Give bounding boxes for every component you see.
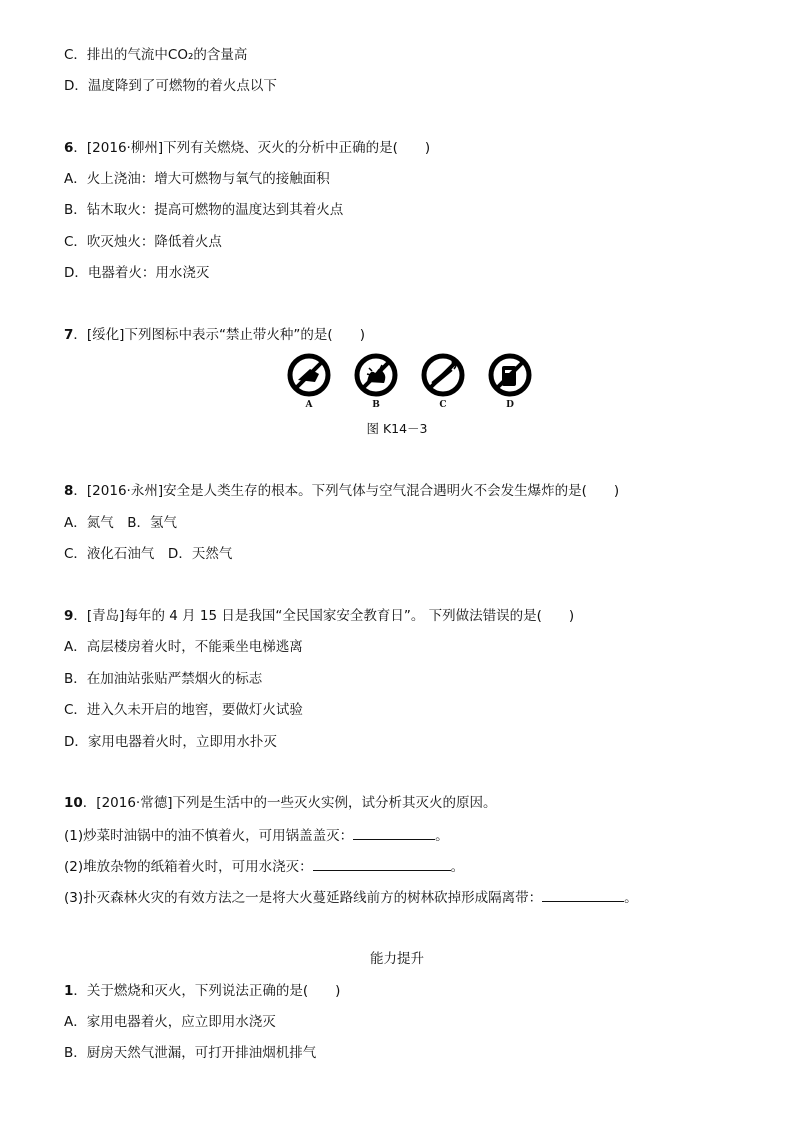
q6-option-d: D．电器着火：用水浇灭	[64, 265, 210, 281]
sign-label-c: C	[439, 400, 447, 410]
answer-blank-3[interactable]	[542, 888, 624, 902]
prompt-text: (3)扑灭森林火灾的有效方法之一是将大火蔓延路线前方的树林砍掉形成隔离带：	[64, 890, 543, 906]
question-10	[64, 794, 496, 812]
q9-option-a: A．高层楼房着火时，不能乘坐电梯逃离	[64, 639, 303, 655]
prompt-text: (2)堆放杂物的纸箱着火时，可用水浇灭：	[64, 859, 313, 875]
question-number: 10	[64, 795, 83, 811]
question-8	[64, 482, 619, 500]
q8-options-ab: A．氮气 B．氢气	[64, 515, 177, 531]
question-text: ．[青岛]每年的 4 月 15 日是我国“全民国家安全教育日”。 下列做法错误的是( )	[73, 608, 575, 624]
figure-safety-signs	[286, 352, 536, 414]
sign-label-d: D	[506, 400, 514, 410]
option-d-prev: D．温度降到了可燃物的着火点以下	[64, 78, 277, 94]
q6-option-b: B．钻木取火：提高可燃物的温度达到其着火点	[64, 202, 344, 218]
q6-option-c: C．吹灭烛火：降低着火点	[64, 234, 222, 250]
end-mark: 。	[450, 859, 465, 875]
no-smoking-icon	[420, 352, 466, 410]
question-number: 8	[64, 483, 74, 499]
question-text: ．[2016·柳州]下列有关燃烧、灭火的分析中正确的是( )	[73, 140, 431, 156]
no-open-flame-icon	[487, 352, 533, 410]
figure-caption: 图 K14－3	[366, 421, 428, 436]
question-6	[64, 139, 430, 157]
q9-option-c: C．进入久未开启的地窖，要做灯火试验	[64, 702, 303, 718]
q10-part-1	[64, 826, 449, 845]
p1-option-a: A．家用电器着火，应立即用水浇灭	[64, 1014, 276, 1030]
q6-option-a: A．火上浇油：增大可燃物与氧气的接触面积	[64, 171, 330, 187]
p1-option-b: B．厨房天然气泄漏，可打开排油烟机排气	[64, 1045, 317, 1061]
no-fire-source-icon	[286, 352, 332, 410]
question-9	[64, 607, 574, 625]
question-text: ．[绥化]下列图标中表示“禁止带火种”的是( )	[73, 327, 365, 343]
question-text: ．关于燃烧和灭火，下列说法正确的是( )	[73, 983, 341, 999]
prompt-text: (1)炒菜时油锅中的油不慎着火，可用锅盖盖灭：	[64, 828, 354, 844]
section-heading: 能力提升	[370, 951, 424, 967]
question-number: 1	[64, 983, 74, 999]
option-c-prev: C．排出的气流中CO₂的含量高	[64, 47, 248, 63]
q10-part-3	[64, 888, 638, 907]
question-text: ．[2016·永州]安全是人类生存的根本。下列气体与空气混合遇明火不会发生爆炸的是( )	[73, 483, 620, 499]
question-number: 9	[64, 608, 74, 624]
q8-options-cd: C．液化石油气 D．天然气	[64, 546, 233, 562]
q9-option-d: D．家用电器着火时，立即用水扑灭	[64, 734, 277, 750]
practice-question-1	[64, 982, 340, 1000]
q9-option-b: B．在加油站张贴严禁烟火的标志	[64, 671, 263, 687]
sign-label-a: A	[305, 400, 313, 410]
sign-label-b: B	[372, 400, 380, 410]
question-number: 6	[64, 140, 74, 156]
question-number: 7	[64, 327, 74, 343]
q10-part-2	[64, 857, 464, 876]
answer-blank-2[interactable]	[313, 857, 451, 871]
question-text: ．[2016·常德]下列是生活中的一些灭火实例，试分析其灭火的原因。	[82, 795, 497, 811]
end-mark: 。	[624, 890, 638, 906]
question-7	[64, 326, 365, 344]
end-mark: 。	[435, 828, 449, 844]
answer-blank-1[interactable]	[353, 826, 435, 840]
no-fireworks-icon	[353, 352, 399, 410]
